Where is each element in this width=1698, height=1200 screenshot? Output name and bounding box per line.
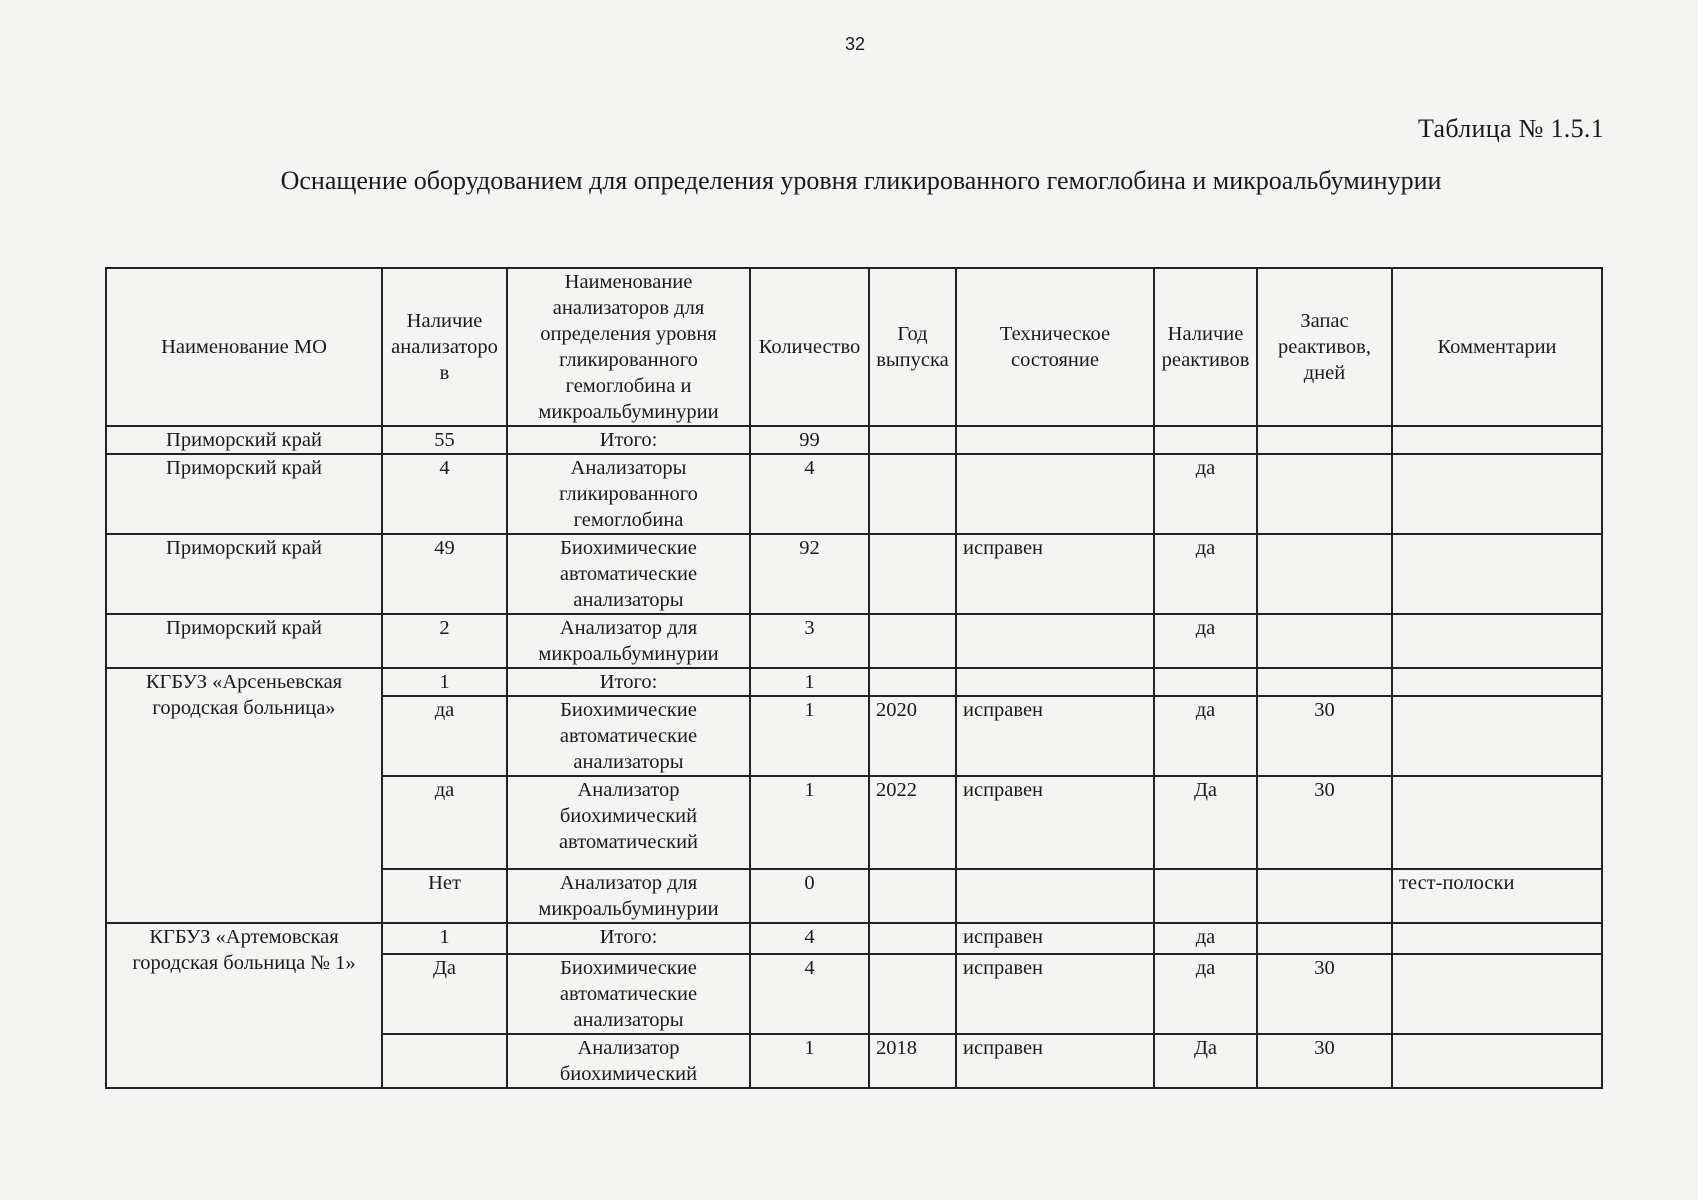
cell-comment (1392, 426, 1602, 454)
table-row (106, 534, 1602, 614)
cell-state (956, 869, 1154, 923)
cell-availability: 1 (382, 668, 507, 696)
cell-quantity: 4 (750, 923, 869, 954)
equipment-table (105, 267, 1603, 1089)
cell-state (956, 668, 1154, 696)
cell-comment (1392, 696, 1602, 776)
cell-quantity: 3 (750, 614, 869, 668)
table-row (106, 426, 1602, 454)
cell-analyzer: Биохимические автоматические анализаторы (507, 954, 750, 1034)
header-mo: Наименование МО (106, 268, 382, 426)
cell-reagents: Да (1154, 776, 1257, 869)
cell-analyzer: Анализатор биохимический (507, 1034, 750, 1088)
cell-state: исправен (956, 923, 1154, 954)
cell-reagents: да (1154, 954, 1257, 1034)
cell-year: 2022 (869, 776, 956, 869)
cell-analyzer: Анализатор биохимический автоматический (507, 776, 750, 869)
cell-year (869, 668, 956, 696)
cell-analyzer: Итого: (507, 668, 750, 696)
cell-reserve: 30 (1257, 954, 1392, 1034)
cell-analyzer: Итого: (507, 426, 750, 454)
cell-analyzer: Итого: (507, 923, 750, 954)
cell-reserve (1257, 614, 1392, 668)
cell-quantity: 1 (750, 1034, 869, 1088)
cell-availability: 4 (382, 454, 507, 534)
cell-reagents: да (1154, 696, 1257, 776)
cell-reserve (1257, 923, 1392, 954)
header-row (106, 268, 1602, 426)
cell-reagents: Да (1154, 1034, 1257, 1088)
cell-mo: Приморский край (106, 426, 382, 454)
cell-reagents: да (1154, 534, 1257, 614)
cell-comment (1392, 923, 1602, 954)
cell-state: исправен (956, 1034, 1154, 1088)
cell-reserve: 30 (1257, 696, 1392, 776)
document-title: Оснащение оборудованием для определения уровня гликированного гемоглобина и микроальбуминурии (280, 166, 1442, 195)
cell-quantity: 4 (750, 954, 869, 1034)
cell-reagents (1154, 668, 1257, 696)
cell-quantity: 99 (750, 426, 869, 454)
cell-mo: КГБУЗ «Арсеньевская городская больница» (106, 668, 382, 923)
cell-analyzer: Анализатор для микроальбуминурии (507, 869, 750, 923)
cell-comment (1392, 954, 1602, 1034)
cell-mo: Приморский край (106, 534, 382, 614)
cell-year: 2020 (869, 696, 956, 776)
cell-availability: 55 (382, 426, 507, 454)
table-label: Таблица № 1.5.1 (1417, 114, 1604, 143)
cell-availability: Да (382, 954, 507, 1034)
cell-quantity: 0 (750, 869, 869, 923)
cell-state (956, 454, 1154, 534)
cell-year (869, 869, 956, 923)
cell-reserve: 30 (1257, 776, 1392, 869)
table-row (106, 668, 1602, 696)
cell-comment (1392, 534, 1602, 614)
cell-quantity: 1 (750, 776, 869, 869)
table-row (106, 614, 1602, 668)
header-comments: Комментарии (1392, 268, 1602, 426)
cell-comment (1392, 1034, 1602, 1088)
header-reserve: Запас реактивов, дней (1257, 268, 1392, 426)
cell-availability: да (382, 776, 507, 869)
cell-availability: 49 (382, 534, 507, 614)
cell-analyzer: Биохимические автоматические анализаторы (507, 696, 750, 776)
cell-analyzer: Биохимические автоматические анализаторы (507, 534, 750, 614)
header-year: Год выпуска (869, 268, 956, 426)
cell-year (869, 534, 956, 614)
page-number: 32 (844, 34, 866, 54)
cell-analyzer: Анализаторы гликированного гемоглобина (507, 454, 750, 534)
cell-reagents: да (1154, 923, 1257, 954)
cell-comment (1392, 776, 1602, 869)
cell-comment (1392, 668, 1602, 696)
cell-availability: Нет (382, 869, 507, 923)
cell-reagents: да (1154, 454, 1257, 534)
cell-reserve (1257, 668, 1392, 696)
cell-mo: КГБУЗ «Артемовская городская больница № 1» (106, 923, 382, 1088)
cell-quantity: 4 (750, 454, 869, 534)
cell-state: исправен (956, 534, 1154, 614)
cell-mo: Приморский край (106, 454, 382, 534)
cell-state: исправен (956, 776, 1154, 869)
cell-reserve (1257, 534, 1392, 614)
header-tech-state: Техническое состояние (956, 268, 1154, 426)
cell-state (956, 614, 1154, 668)
cell-availability: 1 (382, 923, 507, 954)
cell-mo: Приморский край (106, 614, 382, 668)
cell-year: 2018 (869, 1034, 956, 1088)
header-analyzer-name: Наименование анализаторов для определения уровня гликированного гемоглобина и микроальбуминурии (507, 268, 750, 426)
cell-reagents: да (1154, 614, 1257, 668)
cell-availability: 2 (382, 614, 507, 668)
cell-reagents (1154, 426, 1257, 454)
header-quantity: Количество (750, 268, 869, 426)
cell-reagents (1154, 869, 1257, 923)
header-availability: Наличие анализаторо в (382, 268, 507, 426)
cell-state: исправен (956, 954, 1154, 1034)
cell-quantity: 1 (750, 696, 869, 776)
cell-comment (1392, 454, 1602, 534)
cell-year (869, 614, 956, 668)
cell-quantity: 92 (750, 534, 869, 614)
cell-availability: да (382, 696, 507, 776)
cell-reserve: 30 (1257, 1034, 1392, 1088)
table-row (106, 454, 1602, 534)
cell-year (869, 954, 956, 1034)
cell-year (869, 426, 956, 454)
cell-comment: тест-полоски (1392, 869, 1602, 923)
cell-year (869, 454, 956, 534)
cell-availability (382, 1034, 507, 1088)
cell-reserve (1257, 454, 1392, 534)
cell-state (956, 426, 1154, 454)
cell-reserve (1257, 426, 1392, 454)
cell-quantity: 1 (750, 668, 869, 696)
table-row (106, 923, 1602, 954)
cell-state: исправен (956, 696, 1154, 776)
cell-year (869, 923, 956, 954)
cell-analyzer: Анализатор для микроальбуминурии (507, 614, 750, 668)
cell-reserve (1257, 869, 1392, 923)
header-reagents: Наличие реактивов (1154, 268, 1257, 426)
cell-comment (1392, 614, 1602, 668)
